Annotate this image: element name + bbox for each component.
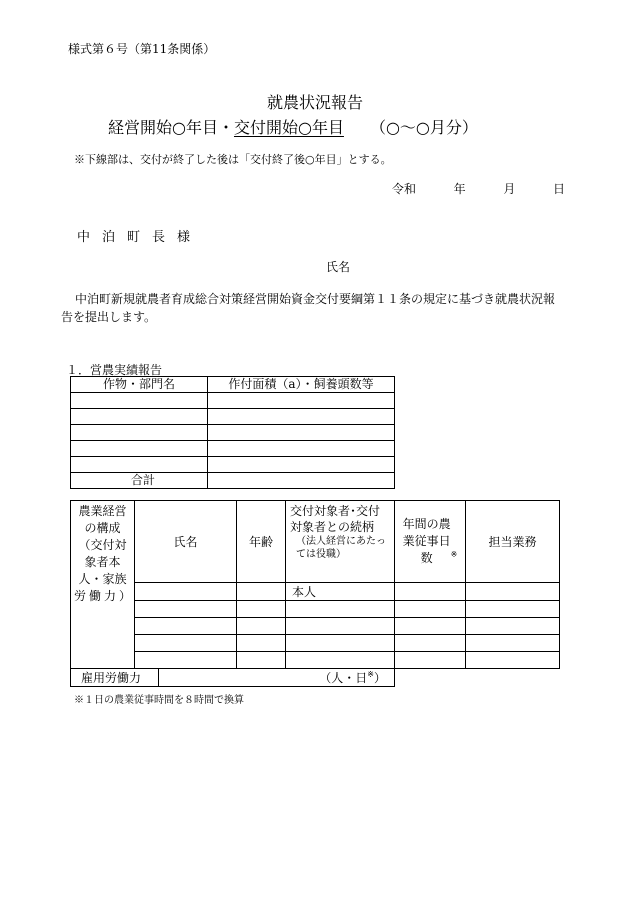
labor-days-cell[interactable] [395,618,466,635]
hired-labor-value[interactable] [159,669,395,687]
labor-side-label: 農業経営の構成（交付対象者本人・家族労働力） [71,501,135,669]
labor-relationship-cell[interactable] [286,601,395,618]
labor-name-cell[interactable] [135,652,237,669]
crop-total-label: 合計 [71,473,208,489]
labor-duties-cell[interactable] [466,583,560,601]
labor-name-cell[interactable] [135,618,237,635]
table-row [71,425,395,441]
hired-labor-label: 雇用労働力 [71,669,159,687]
date-line [392,180,565,197]
labor-table [70,500,560,687]
labor-age-cell[interactable] [237,583,286,601]
crop-cell[interactable] [71,393,208,409]
report-title: 就農状況報告 [266,93,363,112]
labor-name-cell[interactable] [135,583,237,601]
subtitle-grant-year: 交付開始○年目 [233,118,344,137]
crop-header-area: 作付面積（a）・飼養頭数等 [208,377,395,393]
labor-name-cell[interactable] [135,601,237,618]
crop-table-header [71,377,395,393]
date-month: 月 [503,182,516,196]
table-row [71,618,560,635]
hired-unit-open: （人・日 [319,671,368,685]
table-row [71,601,560,618]
hired-unit-close: ） [373,671,386,685]
hired-unit-asterisk: ※ [367,670,374,679]
subtitle-management-year: 経営開始○年目 [108,118,218,137]
underline-note: ※下線部は、交付が終了した後は「交付終了後○年目」とする。 [74,153,392,166]
table-row [71,635,560,652]
labor-days-cell[interactable] [395,652,466,669]
date-era: 令和 [392,182,417,196]
table-row [71,409,395,425]
labor-relationship-cell[interactable] [286,618,395,635]
crop-header-name: 作物・部門名 [71,377,208,393]
body-text: 中泊町新規就農者育成総合対策経営開始資金交付要綱第１１条の規定に基づき就農状況報告を提出します。 [61,292,556,324]
report-subtitle [108,115,478,138]
labor-relationship-cell: 本人 [286,583,395,601]
area-cell[interactable] [208,409,395,425]
area-cell[interactable] [208,425,395,441]
labor-age-cell[interactable] [237,618,286,635]
crop-cell[interactable] [71,425,208,441]
table-row [71,652,560,669]
crop-cell[interactable] [71,457,208,473]
labor-age-cell[interactable] [237,601,286,618]
area-cell[interactable] [208,457,395,473]
days-asterisk: ※ [450,550,458,559]
labor-days-cell[interactable] [395,635,466,652]
table-row [71,457,395,473]
labor-age-cell[interactable] [237,652,286,669]
subtitle-months: （○～○月分） [369,118,478,137]
crop-total-value[interactable] [208,473,395,489]
labor-header-name: 氏名 [135,501,237,583]
applicant-name-label: 氏名 [326,260,351,274]
area-cell[interactable] [208,393,395,409]
crop-total-row [71,473,395,489]
section-title: １．営農実績報告 [66,363,163,377]
labor-header-row [71,501,560,583]
labor-header-duties: 担当業務 [466,501,560,583]
labor-duties-cell[interactable] [466,618,560,635]
labor-duties-cell[interactable] [466,652,560,669]
labor-duties-cell[interactable] [466,635,560,652]
days-header-text: 年間の農業従事日数 [402,517,451,565]
table-row [71,393,395,409]
labor-relationship-cell[interactable] [286,652,395,669]
labor-age-cell[interactable] [237,635,286,652]
crop-cell[interactable] [71,441,208,457]
hired-labor-row [71,669,560,687]
area-cell[interactable] [208,441,395,457]
labor-relationship-cell[interactable] [286,635,395,652]
labor-header-age: 年齢 [237,501,286,583]
footnote: ※１日の農業従事時間を８時間で換算 [74,695,244,706]
labor-days-cell[interactable] [395,583,466,601]
labor-header-days [395,501,466,583]
date-day: 日 [553,182,566,196]
form-number: 様式第６号（第11条関係） [68,42,216,56]
relationship-header-note: （法人経営にあたっては役職） [296,536,386,560]
crop-cell[interactable] [71,409,208,425]
relationship-header-text: 交付対象者･交付対象者との続柄 [290,504,381,534]
labor-days-cell[interactable] [395,601,466,618]
subtitle-separator: ・ [217,118,234,137]
hired-row-blank [395,669,560,687]
labor-header-relationship [286,501,395,583]
table-row [71,583,560,601]
labor-duties-cell[interactable] [466,601,560,618]
labor-name-cell[interactable] [135,635,237,652]
table-row [71,441,395,457]
crop-table [70,376,395,489]
addressee: 中泊町長様 [77,230,203,245]
date-year: 年 [453,182,466,196]
